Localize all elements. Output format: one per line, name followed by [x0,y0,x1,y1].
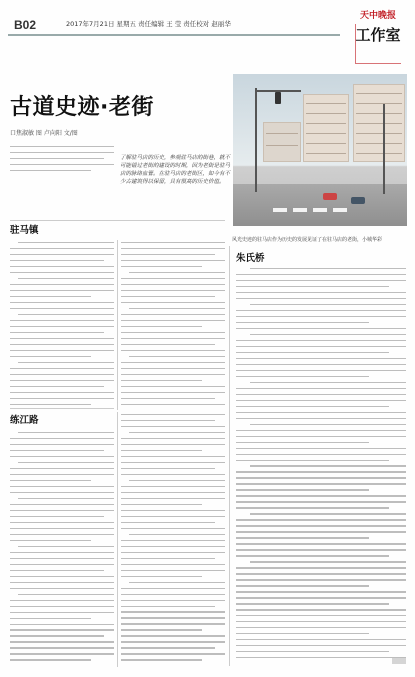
section-heading: 驻马镇 [10,225,39,236]
building [303,94,349,162]
signal-pole [255,88,257,192]
building [263,122,301,162]
section-heading: 朱氏桥 [236,253,265,264]
text-column [121,414,225,665]
section-heading: 练江路 [10,415,39,426]
newspaper-brand: 天中晚报 [359,11,396,21]
text-column [10,432,114,665]
page-number: B02 [14,18,37,32]
intro-text [10,146,114,176]
logo-frame [355,24,401,64]
text-column [121,242,225,410]
article-title: 古道史迹·老街 [10,95,154,120]
footer-mark [392,658,406,664]
building [353,84,405,162]
issue-meta: 2017年7月21日 星期五 责任编辑 王 莹 责任校对 赵丽华 [66,20,231,28]
text-column [10,242,114,410]
article-byline: 口焦淑敏 图 卢向阳 文/图 [10,130,78,137]
page-header [8,4,407,70]
traffic-light-icon [275,92,281,104]
text-column [236,268,406,663]
car [323,193,337,200]
car [351,197,365,204]
photo-caption: 风光史迹的驻马店作为历史的发展见证了在驻马店的老街，小城华彩 [232,237,383,243]
header-rule [8,34,340,36]
street-photo [233,74,407,226]
intro-poem: 了解驻马店的历史，参观驻马店的街巷，就不可能错过老街的建设的时期，因为老街是驻马店的脉络血管。在驻马店的老街区，如今有不少古建筑得以保留，具有很高的历史价值。 [120,155,231,185]
column-name: 工作室 [355,26,401,44]
road [233,184,407,226]
column-logo [349,4,407,70]
